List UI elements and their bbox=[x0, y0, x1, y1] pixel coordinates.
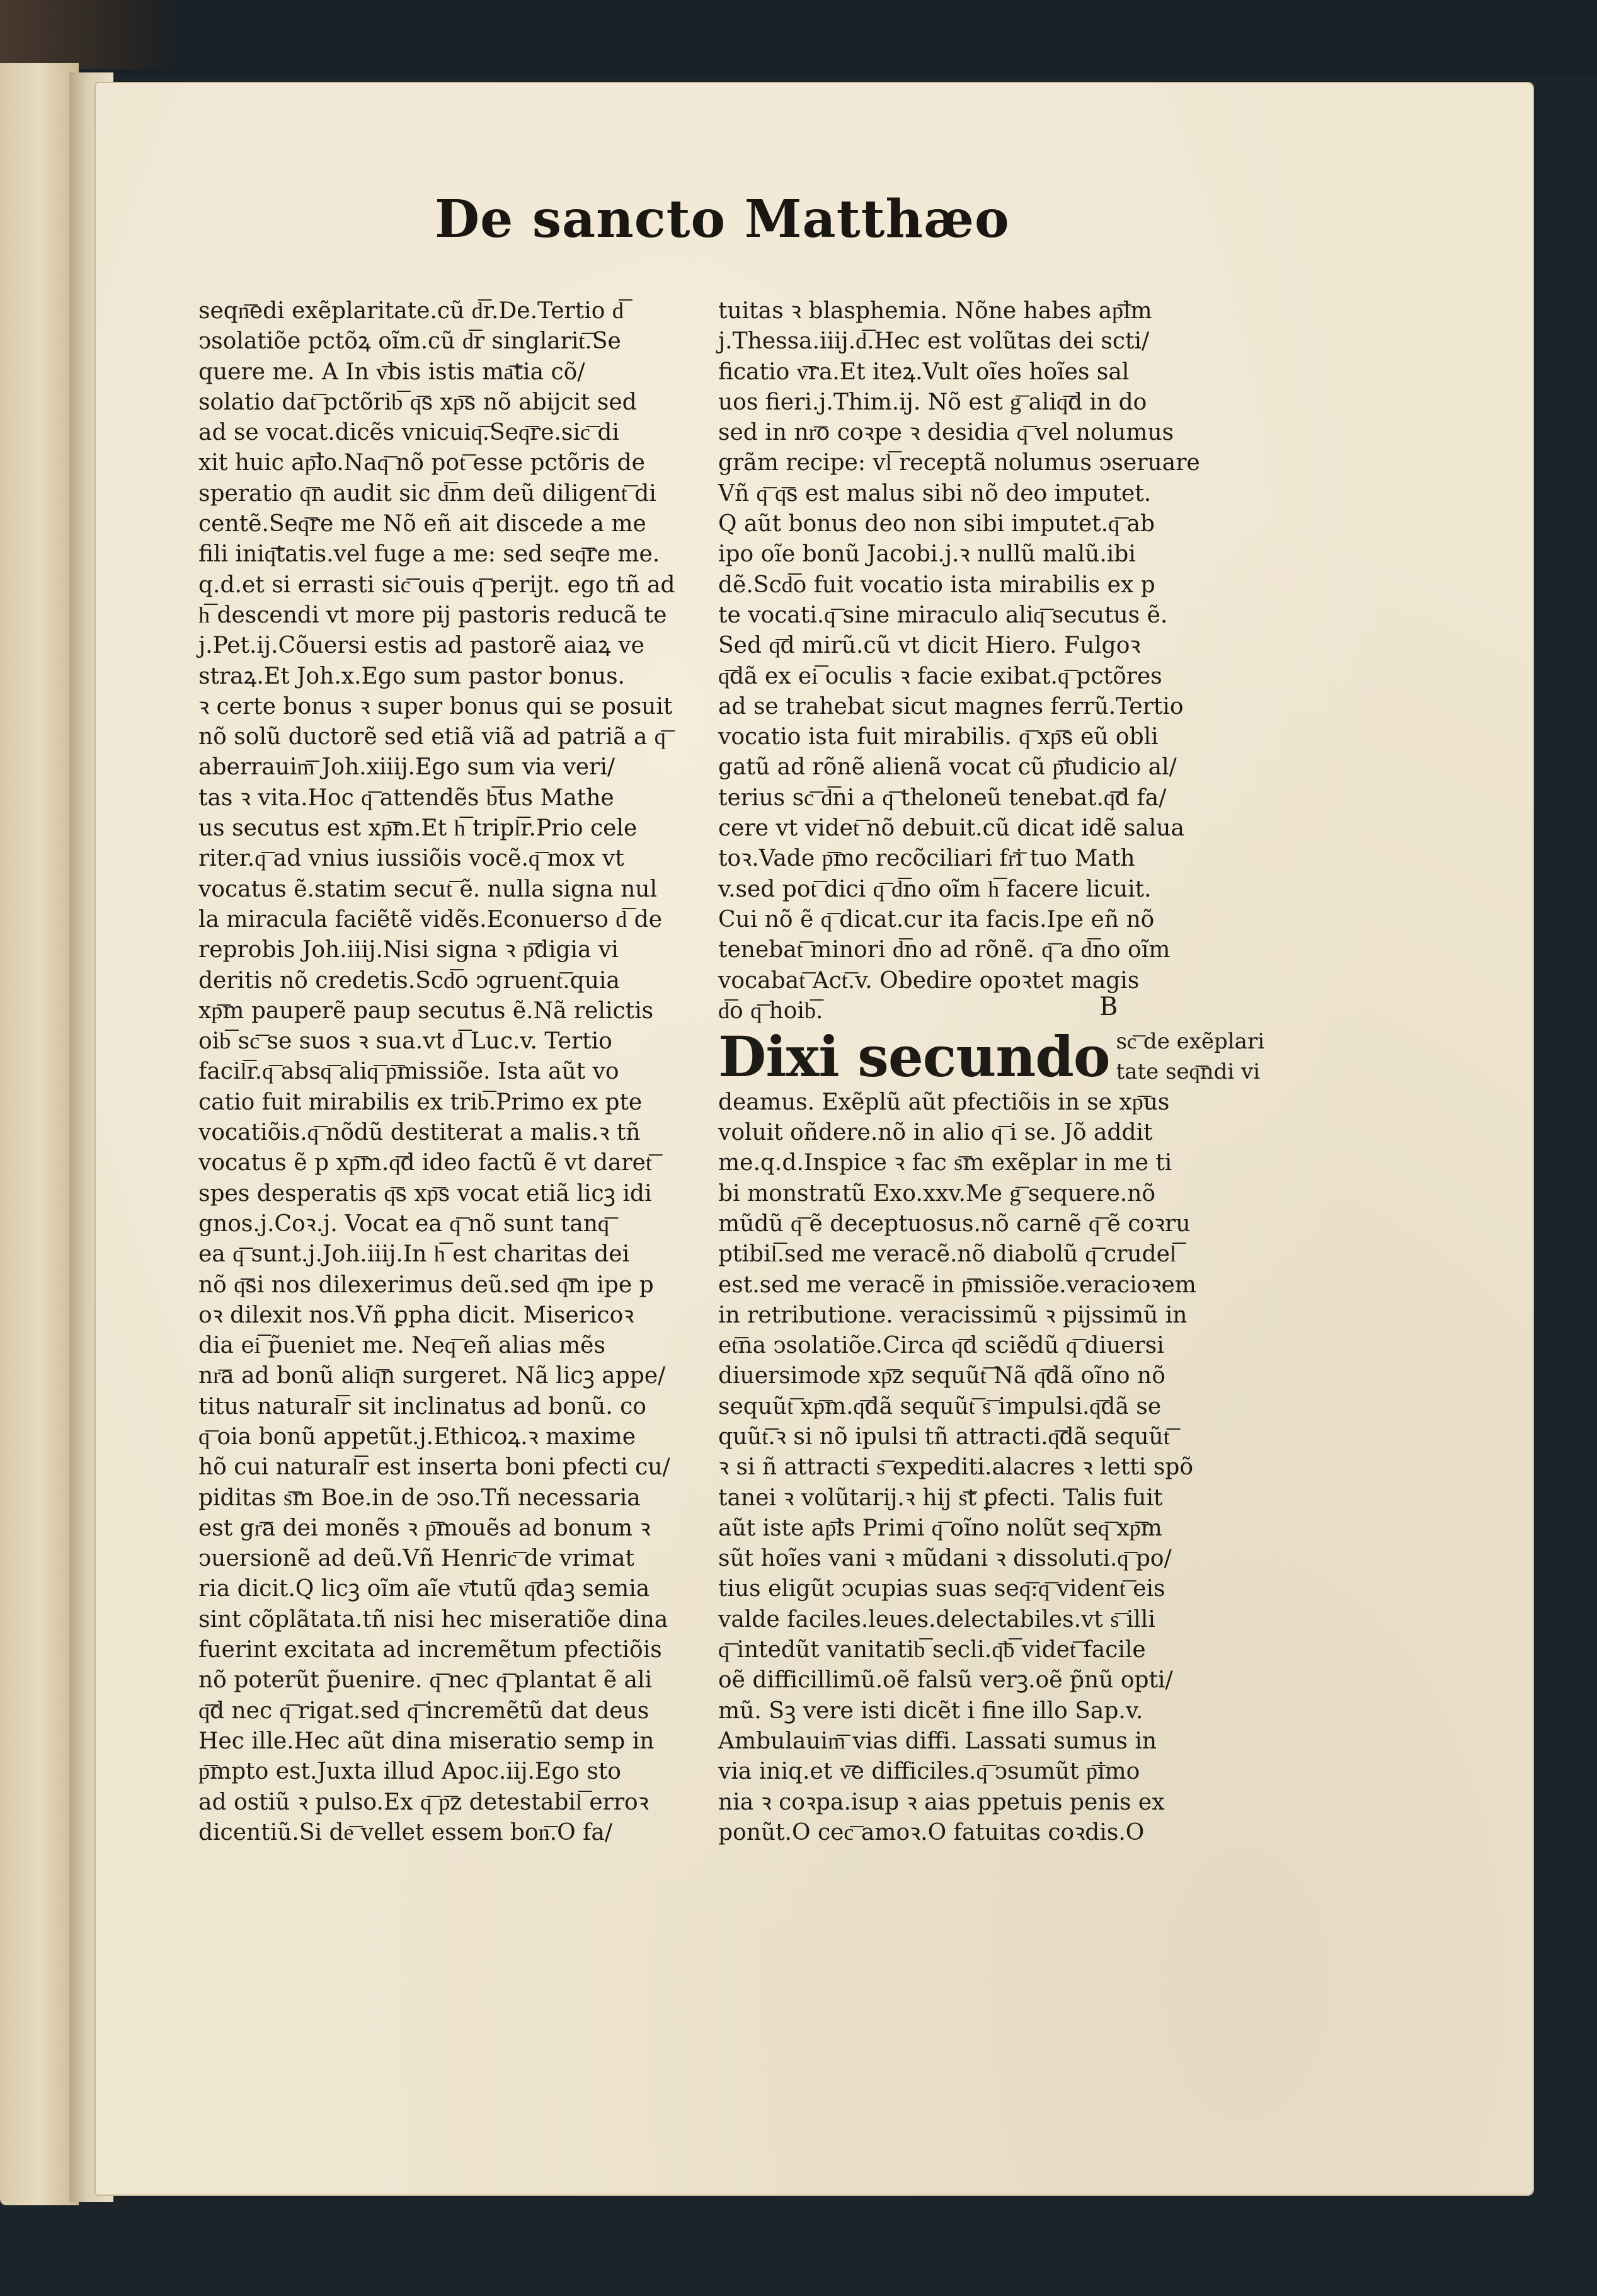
text-line: Sed q͞d mirũ.cũ vt dicit Hiero. Fulgoꝛ bbox=[718, 633, 1141, 659]
text-line: gnos.j.Coꝛ.j. Vocat ea q͞ nõ sunt tanq͞ bbox=[198, 1210, 609, 1237]
text-line: est gr͞a dei monẽs ꝛ p͞mouẽs ad bonum ꝛ bbox=[198, 1515, 651, 1541]
text-line: us secutus est xp͞m.Et h͞ tripl͞r.Prio cele bbox=[198, 815, 638, 842]
text-line: me.q.d.Inspice ꝛ fac s͞m exẽplar in me ti bbox=[718, 1150, 1172, 1176]
text-line: speratio q͞n audit sic d͞nm deũ diligent͞ di bbox=[198, 480, 656, 507]
text-line: est.sed me veracẽ in p͞missiõe.veracioꝛem bbox=[718, 1271, 1196, 1298]
text-line: valde faciles.leues.delectabiles.vt s͞ illi bbox=[718, 1606, 1155, 1633]
text-line: vocatiõis.q͞ nõdũ destiterat a malis.ꝛ tñ bbox=[198, 1120, 641, 1146]
text-line: j.Thessa.iiij.d͞.Hec est volũtas dei scti/ bbox=[718, 328, 1150, 355]
text-line: q͞ intedũt vanitatib͞ secli.q͞b͞ videt͞ facile bbox=[718, 1637, 1146, 1663]
text-line: xp͞m pauperẽ paup secutus ẽ.Nã relictis bbox=[198, 997, 654, 1024]
text-line: oẽ difficillimũ.oẽ falsũ verꝫ.oẽ p̃nũ opti/ bbox=[718, 1667, 1173, 1694]
text-line: ea q͞ sunt.j.Joh.iiij.In h͞ est charitas dei bbox=[198, 1241, 630, 1268]
text-line: aberrauim͞ Joh.xiiij.Ego sum via veri/ bbox=[198, 754, 615, 781]
text-line: spes desperatis q͞s xp͞s vocat etiã licꝫ idi bbox=[198, 1180, 652, 1207]
text-line: reprobis Joh.iiij.Nisi signa ꝛ p͞digia vi bbox=[198, 937, 619, 963]
text-line: Cui nõ ẽ q͞ dicat.cur ita facis.Ipe eñ nõ bbox=[718, 906, 1155, 933]
text-line: straꝝ.Et Joh.x.Ego sum pastor bonus. bbox=[198, 663, 625, 689]
text-line: ptibil͞.sed me veracẽ.nõ diabolũ q͞ crudel͞ bbox=[718, 1241, 1176, 1268]
text-line: q.d.et si errasti sic͞ ouis q͞ perijt. ego tñ ad bbox=[198, 571, 675, 598]
text-line: diuersimode xp͞z sequũt͞ Nã q͞dã oĩno nõ bbox=[718, 1363, 1165, 1389]
text-line: ꝛ si ñ attracti s͞ expediti.alacres ꝛ letti spõ bbox=[718, 1454, 1194, 1481]
text-line: xit huic ap͞lo.Naq͞ nõ pot͞ esse pctõris de bbox=[198, 450, 645, 476]
text-line: vocatus ẽ p xp͞m.q͞d ideo factũ ẽ vt daret͞ bbox=[198, 1150, 652, 1176]
text-line: ipo oĩe bonũ Jacobi.j.ꝛ nullũ malũ.ibi bbox=[718, 541, 1136, 568]
text-line: solatio dat͞ pctõrib͞ q͞s xp͞s nõ abijcit sed bbox=[198, 389, 637, 415]
text-line: ria dicit.Q licꝫ oĩm aĩe v͞tutũ q͞daꝫ semia bbox=[198, 1576, 650, 1602]
text-line: oib͞ sc͞ se suos ꝛ sua.vt d͞ Luc.v. Tertio bbox=[198, 1028, 612, 1055]
text-line: d͞o q͞ hoib͞. bbox=[718, 997, 823, 1024]
text-line: quũt͞.ꝛ si nõ ipulsi tñ attracti.q͞dã sequũt͞ bbox=[718, 1423, 1170, 1450]
text-line: tenebat͞ minori d͞no ad rõnẽ. q͞ a d͞no oĩm bbox=[718, 937, 1171, 963]
text-line: quere me. A In v͞bis istis ma͞tia cõ/ bbox=[198, 359, 585, 385]
text-line: facil͞r.q͞ absq͞ aliq͞ p͞missiõe. Ista aũt vo bbox=[198, 1059, 619, 1085]
text-line: ficatio v͞ra.Et iteꝝ.Vult oĩes hoĩes sal bbox=[718, 359, 1130, 385]
text-line: toꝛ.Vade p͞mo recõciliari fr͞i tuo Math bbox=[718, 846, 1135, 872]
text-line: sed in nr͞o coꝛpe ꝛ desidia q͞ vel nolumus bbox=[718, 420, 1174, 446]
text-line: nõ q͞si nos dilexerimus deũ.sed q͞m ipe p bbox=[198, 1271, 654, 1298]
text-line: in retributione. veracissimũ ꝛ pijssimũ in bbox=[718, 1302, 1188, 1328]
text-line: v.sed pot͞ dici q͞ d͞no oĩm h͞ facere licuit. bbox=[718, 876, 1152, 902]
text-line: ad ostiũ ꝛ pulso.Ex q͞ p͞z detestabil͞ erroꝛ bbox=[198, 1789, 649, 1815]
text-line: fili iniq͞tatis.vel fuge a me: sed seq͞re me. bbox=[198, 541, 660, 568]
text-line: voluit oñdere.nõ in alio q͞ i se. Jõ addit bbox=[718, 1120, 1153, 1146]
text-line: Q aũt bonus deo non sibi imputet.q͞ ab bbox=[718, 511, 1155, 537]
text-line: tas ꝛ vita.Hoc q͞ attendẽs b͞tus Mathe bbox=[198, 784, 614, 811]
text-line: sc͞ de exẽplari bbox=[1116, 1029, 1265, 1055]
text-line: gatũ ad rõnẽ alienã vocat cũ p͞iudicio al/ bbox=[718, 754, 1177, 781]
text-line: vocatus ẽ.statim secut͞ ẽ. nulla signa nul bbox=[198, 876, 657, 902]
text-line: q͞d nec q͞ rigat.sed q͞ incremẽtũ dat deus bbox=[198, 1697, 650, 1724]
text-line: la miracula faciẽtẽ vidẽs.Econuerso d͞ de bbox=[198, 906, 662, 933]
text-line: piditas s͞m Boe.in de ↄso.Tñ necessaria bbox=[198, 1484, 641, 1511]
text-line: grãm recipe: vl͞ receptã nolumus ↄseruare bbox=[718, 450, 1200, 476]
section-initial: Dixi secundo bbox=[718, 1024, 1110, 1090]
text-line: vocatio ista fuit mirabilis. q͞ xp͞s eũ obli bbox=[718, 724, 1159, 750]
text-line: tius eligũt ↄcupias suas seq͞:q͞ vident͞ eis bbox=[718, 1576, 1165, 1602]
text-line: catio fuit mirabilis ex trib͞.Primo ex pte bbox=[198, 1089, 643, 1115]
text-line: ad se vocat.dicẽs vnicuiq͞.Seq͞re.sic͞ di bbox=[198, 420, 619, 446]
text-line: Vñ q͞ q͞s est malus sibi nõ deo imputet. bbox=[718, 480, 1152, 507]
text-line: dẽ.Scd͞o fuit vocatio ista mirabilis ex p bbox=[718, 571, 1155, 598]
text-line: nõ solũ ductorẽ sed etiã viã ad patriã a q͞ bbox=[198, 724, 666, 750]
text-line: hõ cui natural͞r est inserta boni pfecti cu/ bbox=[198, 1454, 670, 1481]
section-initial-lines bbox=[1116, 1026, 1265, 1088]
text-line: tanei ꝛ volũtarij.ꝛ hij s͞t ꝑfecti. Talis fuit bbox=[718, 1484, 1163, 1511]
text-line: fuerint excitata ad incremẽtum pfectiõis bbox=[198, 1637, 662, 1663]
text-line: dicentiũ.Si de͞ vellet essem bon͞.O fa/ bbox=[198, 1819, 612, 1845]
text-line: titus natural͞r sit inclinatus ad bonũ. co bbox=[198, 1393, 646, 1420]
text-line: dia ei͞ p̃ueniet me. Neq͞ eñ alias mẽs bbox=[198, 1333, 605, 1359]
section-opening bbox=[718, 1024, 1265, 1090]
text-line: nr͞a ad bonũ aliq͞n surgeret. Nã licꝫ appe/ bbox=[198, 1363, 666, 1389]
facing-page-edge bbox=[0, 63, 79, 2205]
right-column-bottom-text bbox=[718, 1088, 1235, 1848]
text-line: centẽ.Seq͞re me Nõ eñ ait discede a me bbox=[198, 511, 646, 537]
text-line: j.Pet.ij.Cõuersi estis ad pastorẽ aiaꝝ ve bbox=[198, 633, 644, 659]
text-line: vocabat͞ Act͞.v. Obedire opoꝛtet magis bbox=[718, 967, 1140, 994]
text-line: mũ. Sꝫ vere isti dicẽt i fine illo Sap.v. bbox=[718, 1697, 1143, 1724]
section-mark: B bbox=[1099, 992, 1118, 1021]
text-line: ponũt.O cec͞ amoꝛ.O fatuitas coꝛdis.O bbox=[718, 1819, 1145, 1845]
text-line: nia ꝛ coꝛpa.isup ꝛ aias ppetuis penis ex bbox=[718, 1789, 1165, 1815]
text-line: tate seq͞ndi vi bbox=[1116, 1059, 1261, 1085]
text-line: oꝛ dilexit nos.Vñ ꝑpha dicit. Misericoꝛ bbox=[198, 1302, 634, 1328]
text-line: q͞dã ex ei͞ oculis ꝛ facie exibat.q͞ pctõres bbox=[718, 663, 1162, 689]
text-line: cere vt videt͞ nõ debuit.cũ dicat idẽ salua bbox=[718, 815, 1184, 842]
text-line: ↄuersionẽ ad deũ.Vñ Henric͞ de vrimat bbox=[198, 1546, 634, 1572]
text-line: ꝛ certe bonus ꝛ super bonus qui se posuit bbox=[198, 693, 673, 720]
text-line: Ambulauim͞ vias diffi. Lassati sumus in bbox=[718, 1728, 1157, 1754]
text-line: tuitas ꝛ blasphemia. Nõne habes ap͞lm bbox=[718, 298, 1152, 324]
text-line: deritis nõ credetis.Scd͞o ↄgruent͞.quia bbox=[198, 967, 620, 994]
text-line: sint cõplãtata.tñ nisi hec miseratiõe dina bbox=[198, 1606, 668, 1633]
text-line: p͞mpto est.Juxta illud Apoc.iij.Ego sto bbox=[198, 1759, 621, 1785]
right-column-top-text bbox=[718, 296, 1235, 1026]
text-line: ↄsolatiõe pctõꝝ oĩm.cũ d͞r singlarit͞.Se bbox=[198, 328, 621, 355]
text-line: bi monstratũ Exo.xxv.Me g͞ sequere.nõ bbox=[718, 1180, 1156, 1207]
text-line: seqn͞edi exẽplaritate.cũ d͞r.De.Tertio d͞ bbox=[198, 298, 624, 324]
text-line: sequũt͞ xp͞m.q͞dã sequũt͞ s͞ impulsi.q͞dã se bbox=[718, 1393, 1162, 1420]
text-line: ad se trahebat sicut magnes ferrũ.Tertio bbox=[718, 693, 1184, 720]
left-column bbox=[198, 296, 715, 1871]
text-line: te vocati.q͞ sine miraculo aliq͞ secutus ẽ. bbox=[718, 602, 1168, 628]
text-line: terius sc͞ d͞ni a q͞ theloneũ tenebat.q͞d fa/ bbox=[718, 784, 1167, 811]
text-line: via iniq.et v͞e difficiles.q͞ ↄsumũt p͞imo bbox=[718, 1759, 1140, 1785]
text-line: mũdũ q͞ ẽ deceptuosus.nõ carnẽ q͞ ẽ coꝛru bbox=[718, 1210, 1191, 1237]
text-line: aũt iste ap͞ls Primi q͞ oĩno nolũt seq͞ xp͞m bbox=[718, 1515, 1162, 1541]
text-line: uos fieri.j.Thim.ij. Nõ est g͞ aliq͞d in do bbox=[718, 389, 1147, 415]
text-line: h͞ descendi vt more pij pastoris reducã te bbox=[198, 602, 667, 628]
text-line: nõ poterũt p̃uenire. q͞ nec q͞ plantat ẽ ali bbox=[198, 1667, 652, 1694]
text-line: riter.q͞ ad vnius iussiõis vocẽ.q͞ mox vt bbox=[198, 846, 624, 872]
text-line: et͞na ↄsolatiõe.Circa q͞d sciẽdũ q͞ diuersi bbox=[718, 1333, 1164, 1359]
text-line: sũt hoĩes vani ꝛ mũdani ꝛ dissoluti.q͞ po/ bbox=[718, 1546, 1172, 1572]
text-line: Hec ille.Hec aũt dina miseratio semp in bbox=[198, 1728, 655, 1754]
running-head: De sancto Matthæo bbox=[435, 189, 1010, 250]
text-line: deamus. Exẽplũ aũt pfectiõis in se xp͞us bbox=[718, 1089, 1170, 1115]
text-line: q͞ oia bonũ appetũt.j.Ethicoꝝ.ꝛ maxime bbox=[198, 1423, 636, 1450]
right-column bbox=[718, 296, 1265, 1871]
backdrop bbox=[0, 0, 1597, 76]
